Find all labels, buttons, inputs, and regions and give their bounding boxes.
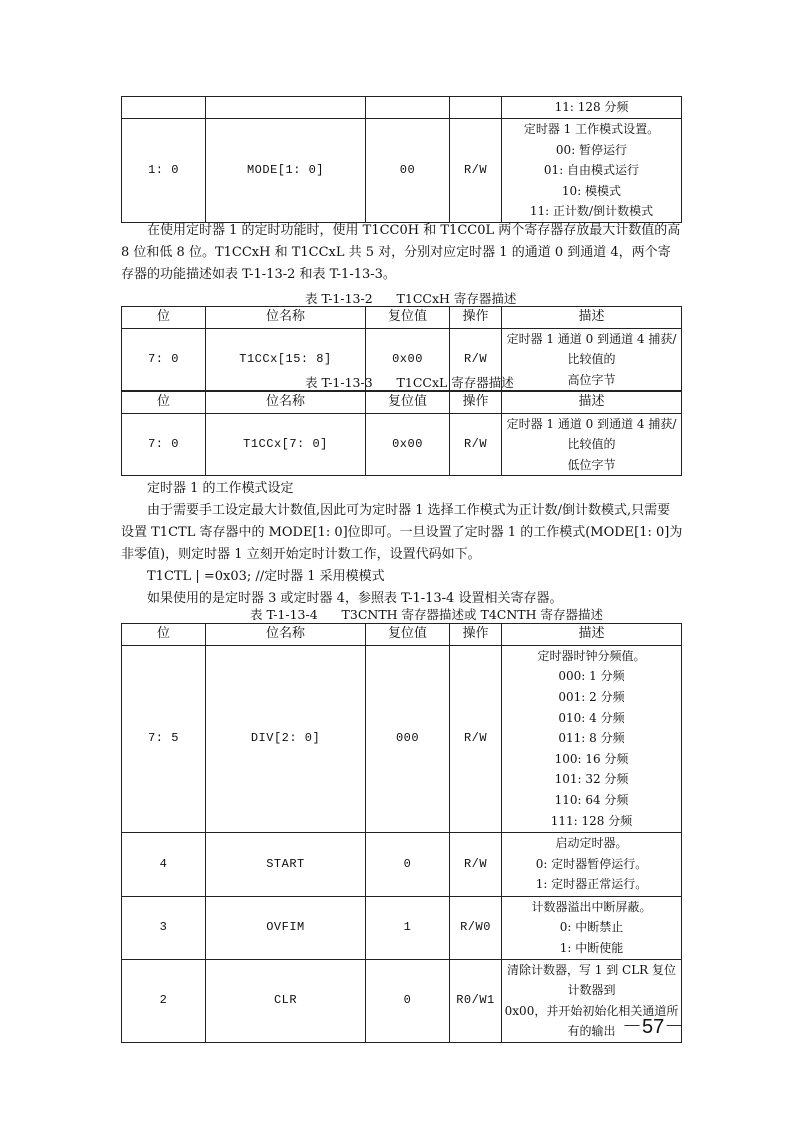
header-op: 操作 [450,392,502,414]
table-caption: 表 T-1-13-4 T3CNTH 寄存器描述或 T4CNTH 寄存器描述 [250,607,604,622]
table-header-row [122,307,682,329]
cell-desc: 清除计数器，写 1 到 CLR 复位计数器到 0x00，并开始初始化相关通道所有的输出 [502,959,682,1042]
cell-desc: 计数器溢出中断屏蔽。 0: 中断禁止 1: 中断使能 [502,896,682,959]
header-bit: 位 [122,392,206,414]
table-row [122,645,682,832]
cell-name: MODE[1: 0] [206,119,366,223]
cell-name [206,97,366,119]
table-row [122,97,682,119]
cell-reset: 00 [366,119,450,223]
header-op: 操作 [450,624,502,646]
cell-desc: 11: 128 分频 [502,97,682,119]
cell-name: T1CCx[7: 0] [206,413,366,476]
table-row [122,959,682,1042]
header-reset: 复位值 [366,392,450,414]
cell-desc: 定时器 1 通道 0 到通道 4 捕获/比较值的 高位字节 [502,328,682,391]
cell-name: OVFIM [206,896,366,959]
cell-name: DIV[2: 0] [206,645,366,832]
cell-op: R/W0 [450,896,502,959]
table-header-row [122,624,682,646]
table-row [122,832,682,896]
cell-bit: 2 [122,959,206,1042]
header-op: 操作 [450,307,502,329]
cell-bit: 4 [122,832,206,896]
table-row [122,896,682,959]
cell-bit [122,97,206,119]
table-t3cnth [121,623,685,1043]
header-bit: 位 [122,307,206,329]
cell-reset: 0 [366,959,450,1042]
table-header-row [122,392,682,414]
header-name: 位名称 [206,392,366,414]
cell-op: R/W [450,328,502,391]
paragraph: 由于需要手工设定最大计数值,因此可为定时器 1 选择工作模式为正计数/倒计数模式,只需要设置 T1CTL 寄存器中的 MODE[1: 0]位即可。一旦设置了定时器 1 的工作模式(MODE[1: 0]为非零值)，则定时器 1 立刻开始定时计数工作，设置代码如下。 [121,503,683,562]
cell-name: START [206,832,366,896]
table-t1ccxl [121,391,682,476]
cell-desc: 定时器 1 工作模式设置。 00: 暂停运行 01: 自由模式运行 10: 模模式 11: 正计数/倒计数模式 [502,119,682,223]
cell-reset: 000 [366,645,450,832]
header-reset: 复位值 [366,307,450,329]
section-title: 定时器 1 的工作模式设定 [147,481,294,496]
cell-bit: 1: 0 [122,119,206,223]
cell-name: CLR [206,959,366,1042]
cell-op: R/W [450,832,502,896]
header-desc: 描述 [502,624,682,646]
cell-desc: 定时器 1 通道 0 到通道 4 捕获/比较值的 低位字节 [502,413,682,476]
header-name: 位名称 [206,624,366,646]
table-caption: 表 T-1-13-2 T1CCxH 寄存器描述 [305,291,517,306]
table-top [121,96,682,223]
cell-op: R0/W1 [450,959,502,1042]
table-row [122,413,682,476]
cell-op: R/W [450,413,502,476]
code-line: T1CTL | =0x03; //定时器 1 采用模模式 [147,569,385,584]
cell-bit: 7: 5 [122,645,206,832]
page-number: －57－ [622,1016,685,1038]
paragraph: 如果使用的是定时器 3 或定时器 4，参照表 T-1-13-4 设置相关寄存器。 [147,591,563,606]
cell-op: R/W [450,645,502,832]
cell-op: R/W [450,119,502,223]
cell-bit: 7: 0 [122,413,206,476]
cell-desc: 定时器时钟分频值。 000: 1 分频 001: 2 分频 010: 4 分频 011: 8 分频 100: 16 分频 101: 32 分频 110: 64 分频 111: 128 分频 [502,645,682,832]
cell-op [450,97,502,119]
header-desc: 描述 [502,392,682,414]
cell-desc: 启动定时器。 0: 定时器暂停运行。 1: 定时器正常运行。 [502,832,682,896]
cell-reset [366,97,450,119]
table-caption: 表 T-1-13-3 T1CCxL 寄存器描述 [305,375,514,390]
header-desc: 描述 [502,307,682,329]
cell-reset: 0x00 [366,328,450,391]
cell-reset: 1 [366,896,450,959]
header-reset: 复位值 [366,624,450,646]
cell-reset: 0x00 [366,413,450,476]
cell-bit: 7: 0 [122,328,206,391]
header-bit: 位 [122,624,206,646]
cell-name: T1CCx[15: 8] [206,328,366,391]
table-row [122,119,682,223]
header-name: 位名称 [206,307,366,329]
cell-reset: 0 [366,832,450,896]
paragraph: 在使用定时器 1 的定时功能时，使用 T1CC0H 和 T1CC0L 两个寄存器存放最大计数值的高 8 位和低 8 位。T1CCxH 和 T1CCxL 共 5 对，分别对应定时器 1 的通道 0 到通道 4，两个寄存器的功能描述如表 T-1-13-2 和表 T-1-13-3。 [121,223,681,282]
cell-bit: 3 [122,896,206,959]
